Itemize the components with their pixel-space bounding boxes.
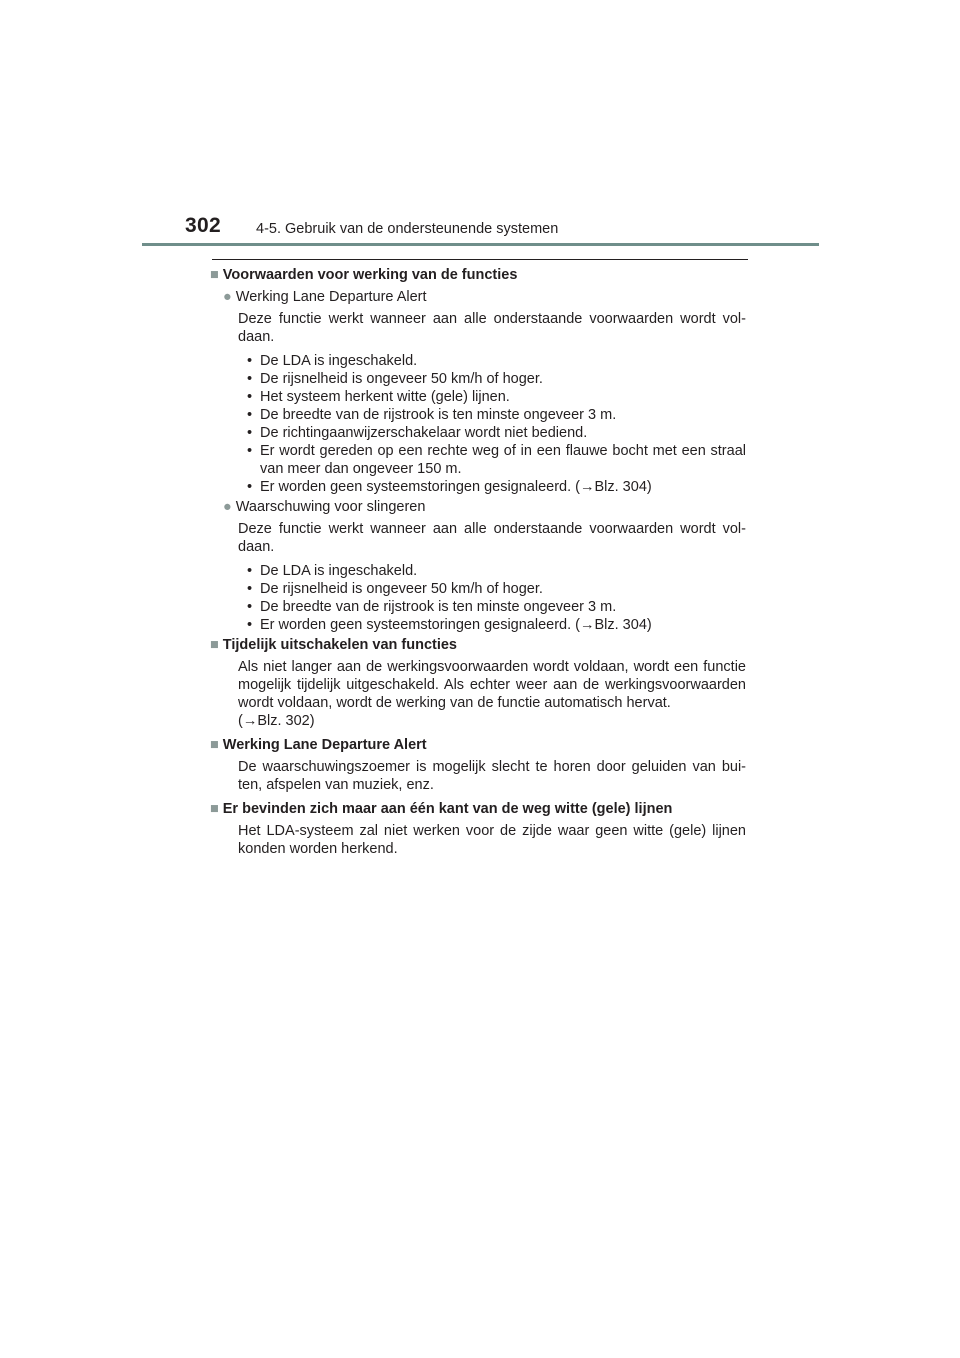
circle-bullet-icon: ● [223,499,232,515]
section-heading-text: Tijdelijk uitschakelen van functies [222,637,457,653]
list-item: • De LDA is ingeschakeld. [260,562,746,580]
paragraph: Het LDA-systeem zal niet werken voor de zijde waar geen witte (gele) lijnen konden worden herkend. [238,823,746,857]
list-item: • De richtingaanwijzerschakelaar wordt niet bediend. [260,424,746,442]
list-item: • Het systeem herkent witte (gele) lijnen. [260,388,746,406]
section-heading [210,636,746,654]
list-item: • De breedte van de rijstrook is ten minste ongeveer 3 m. [260,598,746,616]
subsection-heading-text: Waarschuwing voor slingeren [235,499,426,515]
list-item: • De LDA is ingeschakeld. [260,352,746,370]
square-bullet-icon: ■ [210,637,219,653]
page-content [210,266,746,858]
section-heading-text: Voorwaarden voor werking van de functies [222,267,518,283]
content-rule [212,259,748,260]
list-item: • De rijsnelheid is ongeveer 50 km/h of hoger. [260,370,746,388]
paragraph: Als niet langer aan de werkingsvoorwaarden wordt voldaan, wordt een functie mogelijk tijdelijk uitgeschakeld. Als echter weer aan de werkingsvoorwaarden wordt voldaan, wordt de werking van de functie automatisch hervat. [238,659,746,711]
list-item: • Er worden geen systeemstoringen gesignaleerd. (→Blz. 304) [260,616,746,634]
subsection-heading [223,498,746,516]
paragraph: Deze functie werkt wanneer aan alle onderstaande voorwaarden wordt vol-daan. [238,521,746,555]
section-heading [210,800,746,818]
list-item: • Er worden geen systeemstoringen gesignaleerd. (→Blz. 304) [260,478,746,496]
subsection-heading-text: Werking Lane Departure Alert [235,289,427,305]
square-bullet-icon: ■ [210,267,219,283]
section-title: 4-5. Gebruik van de ondersteunende systemen [256,221,559,237]
bullet-list [210,562,746,634]
paragraph: Deze functie werkt wanneer aan alle onderstaande voorwaarden wordt vol-daan. [238,311,746,345]
paragraph: De waarschuwingszoemer is mogelijk slecht te horen door geluiden van bui-ten, afspelen van muziek, enz. [238,759,746,793]
square-bullet-icon: ■ [210,737,219,753]
list-item: • De rijsnelheid is ongeveer 50 km/h of hoger. [260,580,746,598]
section-heading-text: Werking Lane Departure Alert [222,737,427,753]
circle-bullet-icon: ● [223,289,232,305]
header-rule [142,243,819,246]
section-heading [210,736,746,754]
square-bullet-icon: ■ [210,801,219,817]
list-item: • Er wordt gereden op een rechte weg of in een flauwe bocht met een straal van meer dan ongeveer 150 m. [260,442,746,478]
subsection-heading [223,288,746,306]
page-reference: (→Blz. 302) [238,713,315,729]
section-heading-text: Er bevinden zich maar aan één kant van de weg witte (gele) lijnen [222,801,673,817]
section-heading [210,266,746,284]
page-number: 302 [185,214,221,237]
bullet-list [210,352,746,496]
list-item: • De breedte van de rijstrook is ten minste ongeveer 3 m. [260,406,746,424]
